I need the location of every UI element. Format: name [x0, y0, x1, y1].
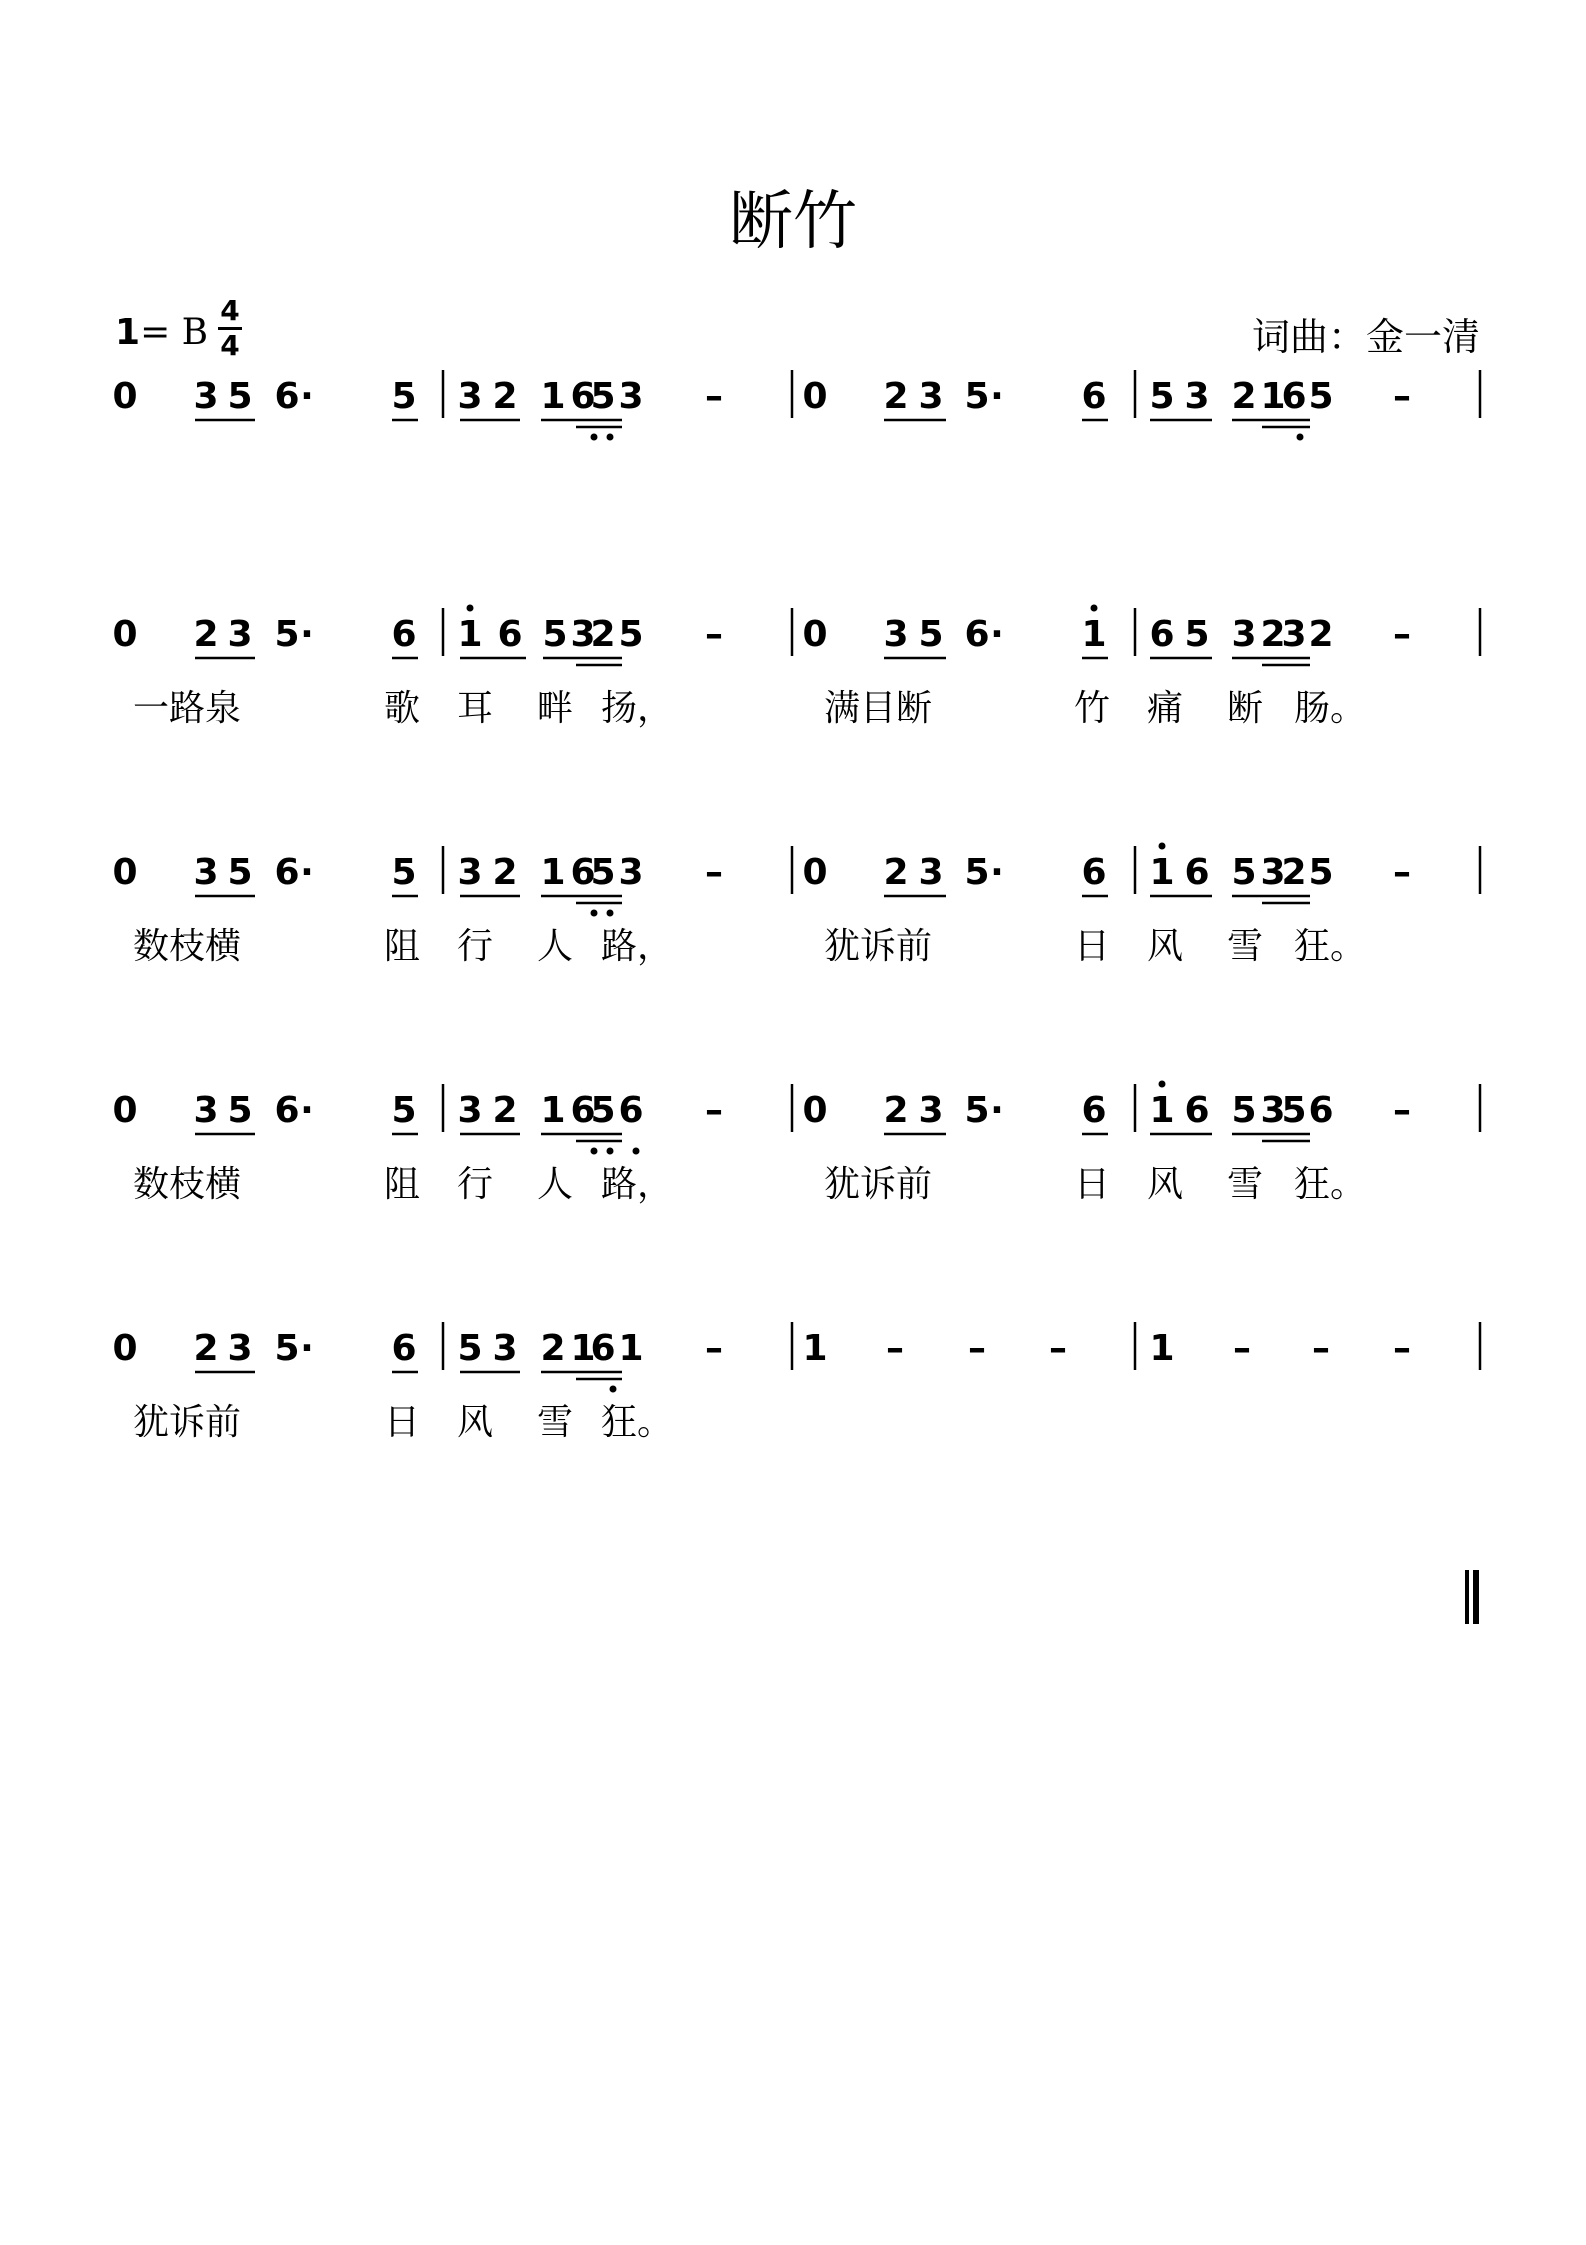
octave-dot-low	[607, 1148, 614, 1155]
note: 6	[570, 376, 596, 417]
octave-dot-high	[1159, 843, 1166, 850]
octave-dot-low	[591, 910, 598, 917]
note: 3	[457, 376, 483, 417]
lyric: 狂。	[600, 1402, 674, 1443]
octave-dot-low	[610, 1386, 617, 1393]
augmentation-dot: ·	[300, 852, 314, 893]
note: 0	[802, 1090, 828, 1131]
note: 6	[274, 376, 300, 417]
note: 2	[1260, 614, 1286, 655]
octave-dot-low	[1297, 434, 1304, 441]
note: 2	[1281, 852, 1307, 893]
note: 6	[391, 614, 417, 655]
note: 3	[1260, 852, 1286, 893]
note: 5	[1281, 1090, 1307, 1131]
note: 0	[802, 614, 828, 655]
note: 5	[590, 1090, 616, 1131]
octave-dot-low	[607, 434, 614, 441]
note: 5	[964, 376, 990, 417]
sustain-dash: –	[705, 376, 723, 417]
note: 5	[457, 1328, 483, 1369]
note: 3	[492, 1328, 518, 1369]
note: 6	[1149, 614, 1175, 655]
octave-dot-low	[607, 910, 614, 917]
note: 5	[590, 852, 616, 893]
note: 5	[227, 376, 253, 417]
lyric: 风	[1146, 1164, 1184, 1205]
note: 5	[391, 1090, 417, 1131]
note: 6	[1308, 1090, 1334, 1131]
note: 5	[391, 852, 417, 893]
sustain-dash: –	[1049, 1328, 1067, 1369]
sustain-dash: –	[1393, 1090, 1411, 1131]
note: 6	[274, 1090, 300, 1131]
note: 5	[1231, 852, 1257, 893]
octave-dot-low	[591, 434, 598, 441]
lyric: 风	[456, 1402, 494, 1443]
lyric: 痛	[1146, 688, 1184, 729]
augmentation-dot: ·	[990, 852, 1004, 893]
note: 1	[540, 852, 566, 893]
lyric: 肠。	[1293, 688, 1367, 729]
sustain-dash: –	[1393, 852, 1411, 893]
note: 6	[1081, 852, 1107, 893]
lyric: 阻	[383, 926, 421, 967]
lyric: 耳	[456, 688, 494, 729]
lyric: 人	[536, 926, 574, 967]
octave-dot-high	[1091, 605, 1098, 612]
note: 1	[618, 1328, 644, 1369]
sustain-dash: –	[1233, 1328, 1251, 1369]
lyric: 一路泉	[132, 688, 242, 729]
note: 1	[1149, 1090, 1175, 1131]
note: 5	[274, 1328, 300, 1369]
note: 3	[193, 1090, 219, 1131]
note: 2	[492, 1090, 518, 1131]
note: 6	[618, 1090, 644, 1131]
lyric: 雪	[1226, 1164, 1264, 1205]
sustain-dash: –	[705, 1328, 723, 1369]
note: 6	[1081, 1090, 1107, 1131]
octave-dot-high	[1159, 1081, 1166, 1088]
note: 5	[590, 376, 616, 417]
note: 3	[457, 1090, 483, 1131]
note: 3	[918, 376, 944, 417]
note: 6	[570, 852, 596, 893]
sustain-dash: –	[1393, 614, 1411, 655]
lyric: 日	[1073, 926, 1111, 967]
note: 2	[1231, 376, 1257, 417]
sustain-dash: –	[968, 1328, 986, 1369]
lyric: 扬，	[600, 688, 674, 729]
key-tonic: 1	[115, 312, 141, 353]
note: 3	[457, 852, 483, 893]
sustain-dash: –	[705, 1090, 723, 1131]
note: 3	[618, 852, 644, 893]
note: 5	[1231, 1090, 1257, 1131]
note: 5	[1308, 852, 1334, 893]
note: 5	[1184, 614, 1210, 655]
note: 5	[1308, 376, 1334, 417]
note: 6	[391, 1328, 417, 1369]
lyric: 狂。	[1293, 926, 1367, 967]
lyric: 断	[1226, 688, 1264, 729]
note: 3	[193, 852, 219, 893]
sustain-dash: –	[705, 614, 723, 655]
augmentation-dot: ·	[990, 614, 1004, 655]
note: 2	[193, 614, 219, 655]
lyric: 日	[1073, 1164, 1111, 1205]
lyric: 犹诉前	[132, 1402, 242, 1443]
note: 0	[802, 852, 828, 893]
note: 2	[590, 614, 616, 655]
note: 5	[391, 376, 417, 417]
lyric: 日	[383, 1402, 421, 1443]
note: 2	[492, 852, 518, 893]
note: 3	[918, 852, 944, 893]
note: 1	[570, 1328, 596, 1369]
lyric: 雪	[1226, 926, 1264, 967]
sustain-dash: –	[1393, 1328, 1411, 1369]
note: 0	[112, 1090, 138, 1131]
lyric: 歌	[383, 688, 421, 729]
lyric: 雪	[536, 1402, 574, 1443]
note: 5	[964, 852, 990, 893]
note: 2	[540, 1328, 566, 1369]
note: 1	[457, 614, 483, 655]
lyric: 畔	[536, 688, 574, 729]
lyric: 人	[536, 1164, 574, 1205]
key-name: = B	[140, 312, 209, 353]
note: 1	[540, 376, 566, 417]
note: 1	[1260, 376, 1286, 417]
lyric: 竹	[1073, 688, 1111, 729]
lyric: 行	[456, 1164, 494, 1205]
note: 6	[1184, 1090, 1210, 1131]
note: 6	[1184, 852, 1210, 893]
note: 0	[112, 376, 138, 417]
augmentation-dot: ·	[990, 1090, 1004, 1131]
note: 2	[883, 376, 909, 417]
note: 3	[227, 1328, 253, 1369]
note: 5	[964, 1090, 990, 1131]
sustain-dash: –	[1312, 1328, 1330, 1369]
note: 3	[1184, 376, 1210, 417]
octave-dot-low	[633, 1148, 640, 1155]
note: 1	[1149, 1328, 1175, 1369]
note: 0	[112, 852, 138, 893]
composer-credit: 词曲：金一清	[1251, 315, 1480, 359]
note: 1	[1081, 614, 1107, 655]
note: 5	[227, 1090, 253, 1131]
note: 5	[227, 852, 253, 893]
note: 6	[590, 1328, 616, 1369]
sustain-dash: –	[705, 852, 723, 893]
lyric: 风	[1146, 926, 1184, 967]
octave-dot-low	[591, 1148, 598, 1155]
note: 3	[227, 614, 253, 655]
augmentation-dot: ·	[300, 1090, 314, 1131]
note: 2	[883, 852, 909, 893]
note: 2	[492, 376, 518, 417]
note: 1	[540, 1090, 566, 1131]
time-signature-bottom: 4	[220, 329, 240, 362]
note: 1	[802, 1328, 828, 1369]
note: 2	[1308, 614, 1334, 655]
augmentation-dot: ·	[300, 614, 314, 655]
note: 3	[1281, 614, 1307, 655]
sustain-dash: –	[1393, 376, 1411, 417]
lyric: 行	[456, 926, 494, 967]
note: 3	[883, 614, 909, 655]
note: 1	[1149, 852, 1175, 893]
note: 3	[193, 376, 219, 417]
note: 0	[112, 614, 138, 655]
note: 6	[1281, 376, 1307, 417]
final-barline	[1465, 1570, 1479, 1624]
lyric: 犹诉前	[823, 1164, 933, 1205]
lyric: 满目断	[823, 688, 933, 729]
note: 3	[618, 376, 644, 417]
lyric: 数枝横	[132, 926, 242, 967]
note: 6	[274, 852, 300, 893]
note: 0	[112, 1328, 138, 1369]
sustain-dash: –	[886, 1328, 904, 1369]
lyric: 狂。	[1293, 1164, 1367, 1205]
note: 5	[542, 614, 568, 655]
note: 3	[1260, 1090, 1286, 1131]
note: 3	[1231, 614, 1257, 655]
lyric: 数枝横	[132, 1164, 242, 1205]
note: 2	[193, 1328, 219, 1369]
augmentation-dot: ·	[300, 376, 314, 417]
note: 5	[618, 614, 644, 655]
note: 6	[964, 614, 990, 655]
note: 6	[570, 1090, 596, 1131]
note: 0	[802, 376, 828, 417]
note: 5	[1149, 376, 1175, 417]
augmentation-dot: ·	[300, 1328, 314, 1369]
note: 2	[883, 1090, 909, 1131]
note: 3	[570, 614, 596, 655]
note: 6	[1081, 376, 1107, 417]
page-title: 断竹	[729, 185, 857, 259]
time-signature-top: 4	[220, 294, 240, 327]
lyric: 阻	[383, 1164, 421, 1205]
lyric: 路，	[600, 926, 674, 967]
note: 3	[918, 1090, 944, 1131]
augmentation-dot: ·	[990, 376, 1004, 417]
note: 5	[274, 614, 300, 655]
octave-dot-high	[467, 605, 474, 612]
note: 5	[918, 614, 944, 655]
lyric: 路，	[600, 1164, 674, 1205]
note: 6	[497, 614, 523, 655]
lyric: 犹诉前	[823, 926, 933, 967]
